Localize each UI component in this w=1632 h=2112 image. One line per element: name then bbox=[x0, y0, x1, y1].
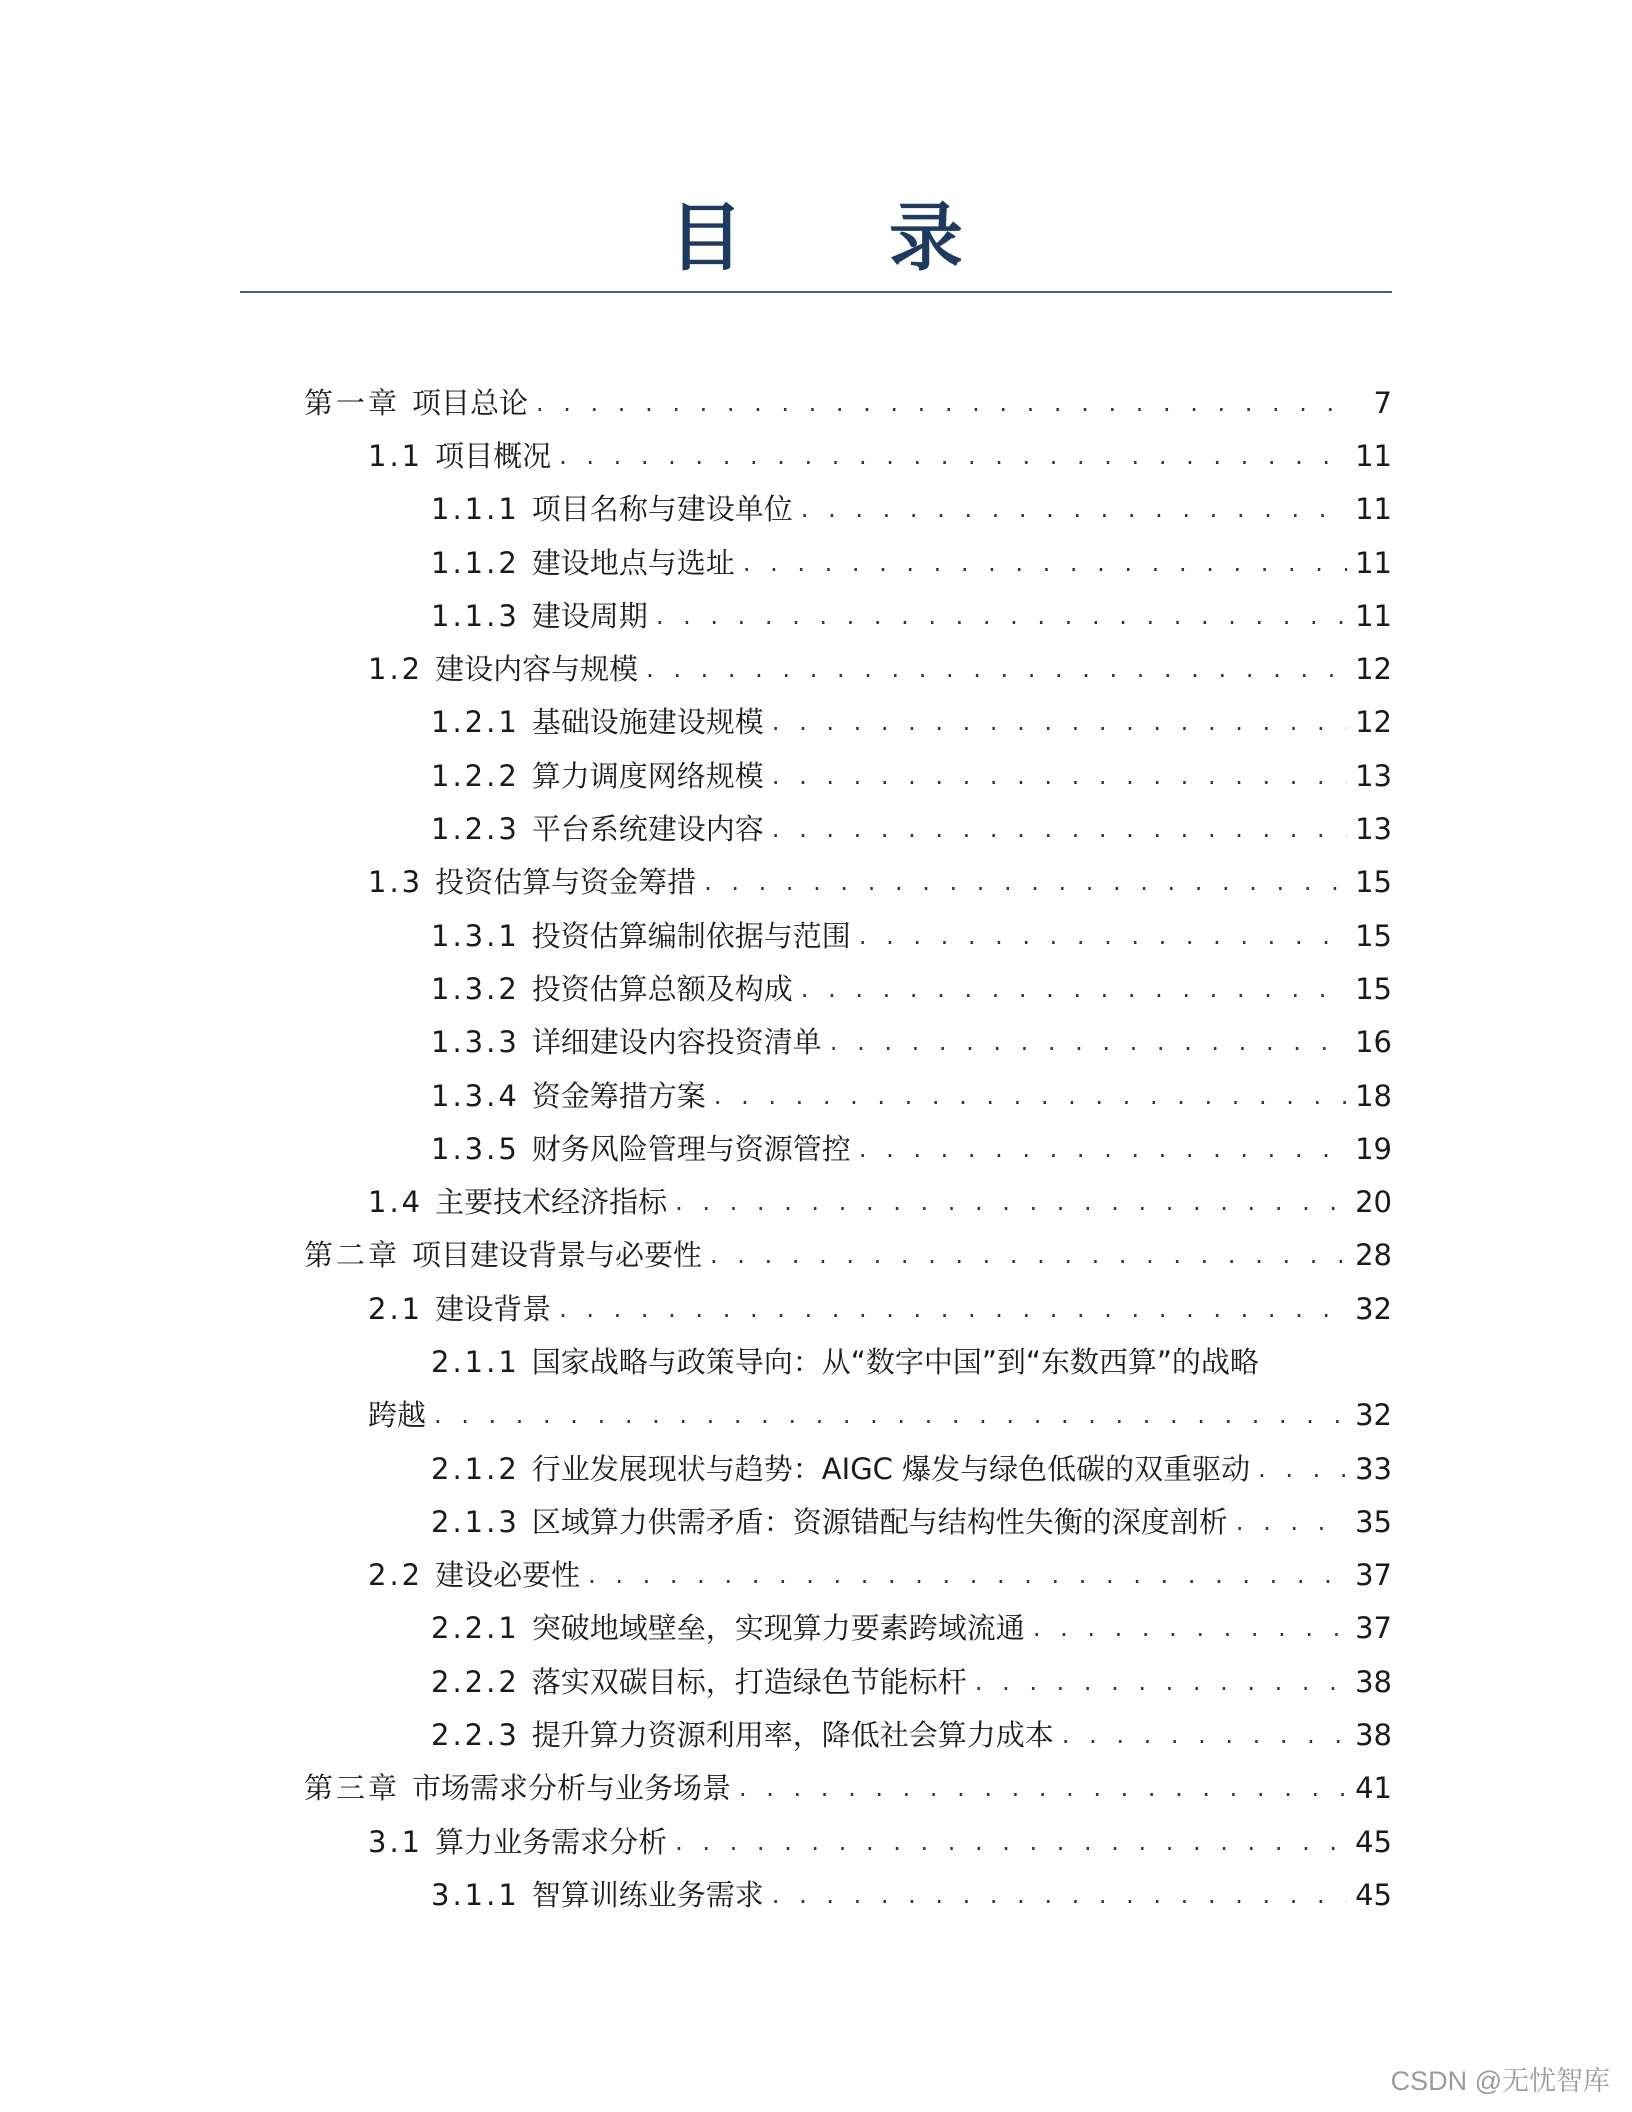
toc-entry[interactable] bbox=[240, 1762, 1392, 1815]
toc-entry-label: 建设背景 bbox=[435, 1291, 552, 1326]
toc-entry-page: 37 bbox=[1355, 1611, 1392, 1646]
toc-leader-dots bbox=[434, 1395, 1347, 1435]
toc-entry[interactable] bbox=[240, 536, 1392, 589]
toc-entry-page: 19 bbox=[1355, 1131, 1392, 1166]
toc-entry-page: 11 bbox=[1355, 438, 1392, 473]
toc-entry-number: 1.3.2 bbox=[431, 971, 520, 1006]
toc-entry[interactable] bbox=[240, 802, 1392, 855]
toc-entry-label: 国家战略与政策导向：从“数字中国”到“东数西算”的战略 bbox=[531, 1344, 1259, 1379]
toc-entry-number: 2.1.3 bbox=[431, 1504, 520, 1539]
toc-leader-dots bbox=[801, 969, 1347, 1009]
toc-entry-page: 45 bbox=[1355, 1824, 1392, 1859]
toc-entry-number: 2.1.1 bbox=[431, 1344, 520, 1379]
toc-entry[interactable] bbox=[240, 1655, 1392, 1708]
toc-entry-page: 20 bbox=[1355, 1185, 1392, 1220]
toc-leader-dots bbox=[975, 1662, 1347, 1702]
toc-entry-label: 跨越 bbox=[368, 1398, 427, 1433]
toc-entry-page: 11 bbox=[1355, 598, 1392, 633]
toc-leader-dots bbox=[772, 809, 1347, 849]
toc-entry[interactable] bbox=[240, 1442, 1392, 1495]
toc-entry-number: 2.1 bbox=[368, 1291, 424, 1326]
toc-leader-dots bbox=[588, 1555, 1347, 1595]
toc-entry-label: 投资估算与资金筹措 bbox=[435, 865, 697, 900]
toc-entry-number: 1.1 bbox=[368, 438, 424, 473]
toc-leader-dots bbox=[1258, 1449, 1347, 1489]
toc-entry-label: 项目总论 bbox=[412, 385, 529, 420]
toc-entry-label: 建设地点与选址 bbox=[531, 545, 735, 580]
toc-entry-label: 智算训练业务需求 bbox=[531, 1877, 764, 1912]
toc-entry[interactable] bbox=[240, 1175, 1392, 1228]
toc-entry-page: 33 bbox=[1355, 1451, 1392, 1486]
toc-entry-label: 市场需求分析与业务场景 bbox=[412, 1771, 732, 1806]
toc-entry[interactable] bbox=[240, 1069, 1392, 1122]
toc-entry-page: 45 bbox=[1355, 1877, 1392, 1912]
toc-entry-label: 基础设施建设规模 bbox=[531, 705, 764, 740]
toc-entry[interactable] bbox=[240, 1389, 1392, 1442]
toc-entry-label: 区域算力供需矛盾：资源错配与结构性失衡的深度剖析 bbox=[531, 1504, 1228, 1539]
toc-entry-page: 18 bbox=[1355, 1078, 1392, 1113]
toc-leader-dots bbox=[675, 1182, 1347, 1222]
toc-leader-dots bbox=[675, 1822, 1347, 1862]
toc-entry-label: 行业发展现状与趋势：AIGC 爆发与绿色低碳的双重驱动 bbox=[531, 1451, 1251, 1486]
toc-leader-dots bbox=[536, 383, 1350, 423]
toc-entry-label: 项目概况 bbox=[435, 438, 552, 473]
toc-entry-label: 资金筹措方案 bbox=[531, 1078, 706, 1113]
toc-entry-page: 16 bbox=[1355, 1025, 1392, 1060]
title-divider bbox=[240, 291, 1392, 293]
toc-entry-number: 1.3.1 bbox=[431, 918, 520, 953]
toc-entry-label: 突破地域壁垒，实现算力要素跨域流通 bbox=[531, 1611, 1025, 1646]
toc-entry[interactable] bbox=[240, 483, 1392, 536]
toc-entry-number: 1.1.3 bbox=[431, 598, 520, 633]
toc-entry-label: 提升算力资源利用率，降低社会算力成本 bbox=[531, 1718, 1054, 1753]
toc-entry[interactable] bbox=[240, 909, 1392, 962]
toc-entry-page: 15 bbox=[1355, 971, 1392, 1006]
toc-entry[interactable] bbox=[240, 1495, 1392, 1548]
toc-entry[interactable] bbox=[240, 1708, 1392, 1761]
toc-entry[interactable] bbox=[240, 1282, 1392, 1335]
toc-entry-page: 38 bbox=[1355, 1664, 1392, 1699]
toc-entry-label: 建设周期 bbox=[531, 598, 648, 633]
toc-entry[interactable] bbox=[240, 1549, 1392, 1602]
toc-entry[interactable] bbox=[240, 642, 1392, 695]
toc-leader-dots bbox=[830, 1022, 1347, 1062]
toc-entry-number: 1.4 bbox=[368, 1185, 424, 1220]
toc-entry-page: 35 bbox=[1355, 1504, 1392, 1539]
watermark: CSDN @无忧智库 bbox=[1390, 2066, 1610, 2096]
toc-entry-number: 1.2 bbox=[368, 652, 424, 687]
toc-entry[interactable] bbox=[240, 749, 1392, 802]
toc-leader-dots bbox=[1236, 1502, 1347, 1542]
toc-leader-dots bbox=[772, 1875, 1347, 1915]
toc-entry[interactable] bbox=[240, 856, 1392, 909]
page-title: 目 录 bbox=[669, 195, 1023, 281]
toc-leader-dots bbox=[772, 756, 1347, 796]
toc-entry-number: 1.3.5 bbox=[431, 1131, 520, 1166]
toc-leader-dots bbox=[704, 862, 1347, 902]
toc-entry-number: 1.2.1 bbox=[431, 705, 520, 740]
toc-entry[interactable] bbox=[240, 589, 1392, 642]
toc-leader-dots bbox=[710, 1235, 1347, 1275]
toc-entry-page: 11 bbox=[1355, 545, 1392, 580]
toc-entry-page: 13 bbox=[1355, 812, 1392, 847]
toc-entry-label: 建设内容与规模 bbox=[435, 652, 639, 687]
toc-entry[interactable] bbox=[240, 1335, 1392, 1388]
toc-entry-label: 落实双碳目标，打造绿色节能标杆 bbox=[531, 1664, 967, 1699]
toc-entry-page: 11 bbox=[1355, 492, 1392, 527]
toc-entry-label: 项目名称与建设单位 bbox=[531, 492, 793, 527]
toc-entry-label: 平台系统建设内容 bbox=[531, 812, 764, 847]
toc-entry[interactable] bbox=[240, 1229, 1392, 1282]
toc-entry[interactable] bbox=[240, 1868, 1392, 1921]
toc-leader-dots bbox=[714, 1076, 1347, 1116]
toc-entry-number: 1.2.2 bbox=[431, 758, 520, 793]
toc-entry-label: 投资估算总额及构成 bbox=[531, 971, 793, 1006]
toc-leader-dots bbox=[859, 916, 1347, 956]
toc-entry-number: 1.3 bbox=[368, 865, 424, 900]
toc-leader-dots bbox=[859, 1129, 1347, 1169]
toc-entry-page: 12 bbox=[1355, 652, 1392, 687]
toc-entry-number: 1.1.2 bbox=[431, 545, 520, 580]
toc-entry[interactable] bbox=[240, 376, 1392, 429]
toc-leader-dots bbox=[559, 1289, 1347, 1329]
toc-entry[interactable] bbox=[240, 1815, 1392, 1868]
toc-entry-page: 41 bbox=[1355, 1771, 1392, 1806]
toc-entry-number: 2.2 bbox=[368, 1558, 424, 1593]
toc-leader-dots bbox=[772, 702, 1347, 742]
toc-entry-page: 38 bbox=[1355, 1718, 1392, 1753]
toc-entry-number: 1.3.4 bbox=[431, 1078, 520, 1113]
toc-entry-page: 37 bbox=[1355, 1558, 1392, 1593]
toc-leader-dots bbox=[559, 436, 1347, 476]
toc-entry-label: 项目建设背景与必要性 bbox=[412, 1238, 703, 1273]
toc-leader-dots bbox=[739, 1768, 1347, 1808]
toc-entry-label: 建设必要性 bbox=[435, 1558, 581, 1593]
toc-entry-number: 2.1.2 bbox=[431, 1451, 520, 1486]
toc-entry-number: 第一章 bbox=[304, 385, 401, 420]
toc-entry[interactable] bbox=[240, 1122, 1392, 1175]
toc-entry-number: 第三章 bbox=[304, 1771, 401, 1806]
table-of-contents bbox=[240, 376, 1392, 1922]
toc-entry-page: 28 bbox=[1355, 1238, 1392, 1273]
toc-entry-label: 详细建设内容投资清单 bbox=[531, 1025, 822, 1060]
toc-entry-number: 1.2.3 bbox=[431, 812, 520, 847]
toc-entry-number: 1.1.1 bbox=[431, 492, 520, 527]
toc-leader-dots bbox=[1062, 1715, 1347, 1755]
toc-entry-number: 2.2.3 bbox=[431, 1718, 520, 1753]
toc-entry[interactable] bbox=[240, 1016, 1392, 1069]
toc-entry-label: 算力调度网络规模 bbox=[531, 758, 764, 793]
toc-entry[interactable] bbox=[240, 962, 1392, 1015]
toc-leader-dots bbox=[743, 543, 1347, 583]
toc-entry-number: 2.2.1 bbox=[431, 1611, 520, 1646]
toc-entry[interactable] bbox=[240, 429, 1392, 482]
toc-entry-page: 15 bbox=[1355, 918, 1392, 953]
toc-leader-dots bbox=[801, 489, 1347, 529]
toc-entry-page: 13 bbox=[1355, 758, 1392, 793]
toc-entry-number: 2.2.2 bbox=[431, 1664, 520, 1699]
toc-entry-number: 第二章 bbox=[304, 1238, 401, 1273]
toc-entry-page: 15 bbox=[1355, 865, 1392, 900]
toc-leader-dots bbox=[656, 596, 1347, 636]
toc-entry-page: 32 bbox=[1355, 1398, 1392, 1433]
toc-entry[interactable] bbox=[240, 1602, 1392, 1655]
toc-entry-number: 3.1.1 bbox=[431, 1877, 520, 1912]
toc-entry-label: 算力业务需求分析 bbox=[435, 1824, 668, 1859]
toc-entry-page: 12 bbox=[1355, 705, 1392, 740]
toc-entry-number: 3.1 bbox=[368, 1824, 424, 1859]
toc-entry-label: 财务风险管理与资源管控 bbox=[531, 1131, 851, 1166]
toc-entry[interactable] bbox=[240, 696, 1392, 749]
toc-leader-dots bbox=[1033, 1608, 1347, 1648]
toc-entry-label: 主要技术经济指标 bbox=[435, 1185, 668, 1220]
toc-entry-label: 投资估算编制依据与范围 bbox=[531, 918, 851, 953]
toc-leader-dots bbox=[646, 649, 1347, 689]
toc-entry-page: 7 bbox=[1373, 385, 1392, 420]
toc-entry-number: 1.3.3 bbox=[431, 1025, 520, 1060]
toc-entry-page: 32 bbox=[1355, 1291, 1392, 1326]
